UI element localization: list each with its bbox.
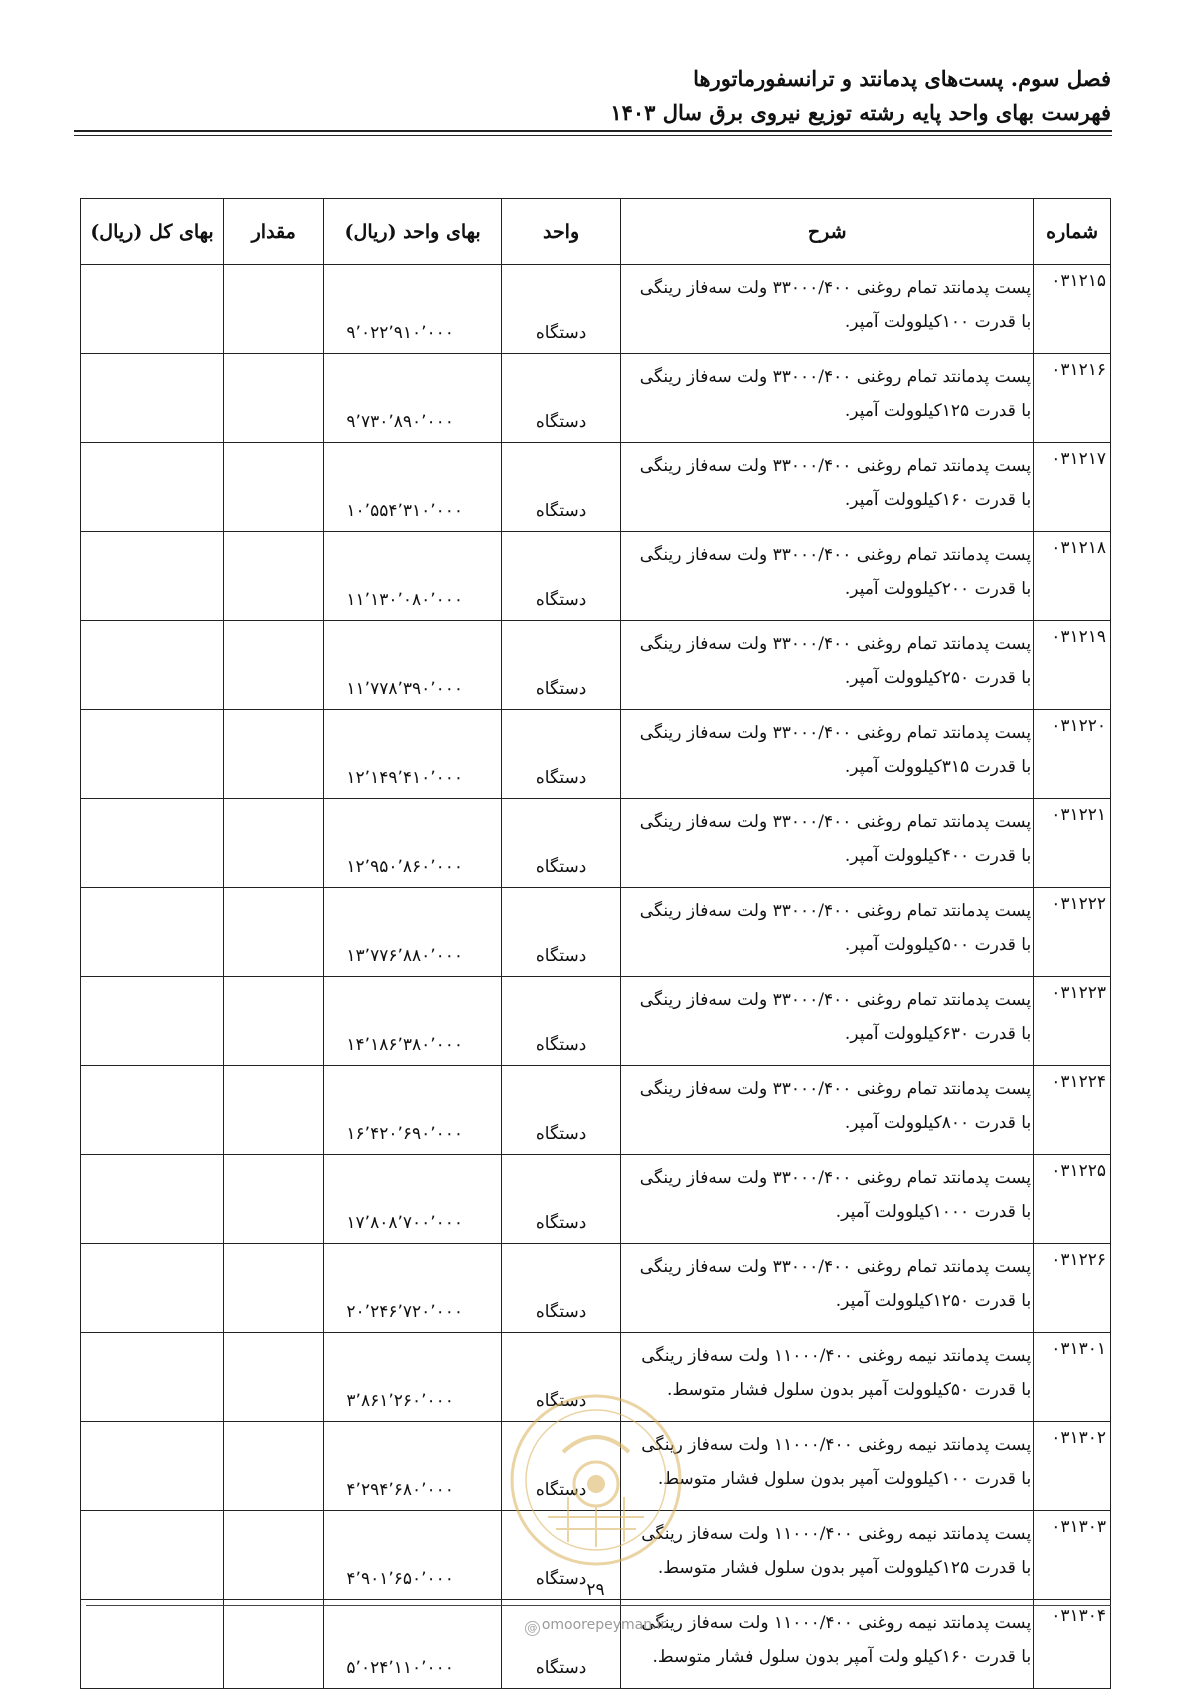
item-total [81,1244,224,1333]
website-text: omoorepeyman.ir [541,1617,667,1633]
item-total [81,799,224,888]
description-line-1: پست پدمانتد نیمه روغنی ۱۱۰۰۰/۴۰۰ ولت سه‌فاز رینگی [641,1346,1032,1366]
item-unit-price: ۳٬۸۶۱٬۲۶۰٬۰۰۰ [324,1333,501,1422]
item-unit-price: ۱۷٬۸۰۸٬۷۰۰٬۰۰۰ [324,1155,501,1244]
header-number: شماره [1034,199,1111,265]
item-unit: دستگاه [501,1155,620,1244]
item-description [621,354,1034,443]
item-quantity [224,710,324,799]
table-row [81,799,1111,888]
description-line-2: با قدرت ۱۲۵کیلوولت آمپر بدون سلول فشار متوسط. [657,1558,1032,1578]
table-row [81,532,1111,621]
item-number: ۰۳۱۲۲۵ [1034,1155,1111,1244]
item-number: ۰۳۱۲۱۹ [1034,621,1111,710]
footer-rule [86,1605,1111,1606]
description-line-2: با قدرت ۲۵۰کیلوولت آمپر. [844,668,1032,688]
item-description [621,799,1034,888]
description-line-1: پست پدمانتد تمام روغنی ۳۳۰۰۰/۴۰۰ ولت سه‌فاز رینگی [639,456,1032,476]
item-unit: دستگاه [501,1422,620,1511]
item-description [621,265,1034,354]
footer-website [0,1617,1191,1636]
page-header [610,62,1111,130]
chapter-title: فصل سوم. پست‌های پدمانتد و ترانسفورماتورها [693,66,1111,91]
item-quantity [224,532,324,621]
item-total [81,532,224,621]
table-header-row [81,199,1111,265]
item-unit-price: ۱۲٬۱۴۹٬۴۱۰٬۰۰۰ [324,710,501,799]
description-line-1: پست پدمانتد تمام روغنی ۳۳۰۰۰/۴۰۰ ولت سه‌فاز رینگی [639,1257,1032,1277]
description-line-2: با قدرت ۱۰۰کیلوولت آمپر بدون سلول فشار متوسط. [657,1469,1032,1489]
description-line-1: پست پدمانتد تمام روغنی ۳۳۰۰۰/۴۰۰ ولت سه‌فاز رینگی [639,1168,1032,1188]
item-description [621,710,1034,799]
item-description [621,1244,1034,1333]
page-number: ۲۹ [586,1580,605,1600]
description-line-1: پست پدمانتد تمام روغنی ۳۳۰۰۰/۴۰۰ ولت سه‌فاز رینگی [639,278,1032,298]
item-unit-price: ۵٬۰۲۴٬۱۱۰٬۰۰۰ [324,1600,501,1689]
item-quantity [224,354,324,443]
description-line-2: با قدرت ۴۰۰کیلوولت آمپر. [844,846,1032,866]
description-line-1: پست پدمانتد تمام روغنی ۳۳۰۰۰/۴۰۰ ولت سه‌فاز رینگی [639,812,1032,832]
item-total [81,1600,224,1689]
item-unit: دستگاه [501,1511,620,1600]
item-unit-price: ۴٬۲۹۴٬۶۸۰٬۰۰۰ [324,1422,501,1511]
description-line-1: پست پدمانتد نیمه روغنی ۱۱۰۰۰/۴۰۰ ولت سه‌فاز رینگی [641,1524,1032,1544]
item-unit-price: ۱۱٬۷۷۸٬۳۹۰٬۰۰۰ [324,621,501,710]
description-line-2: با قدرت ۲۰۰کیلوولت آمپر. [844,579,1032,599]
watermark-seal [508,1392,684,1568]
item-number: ۰۳۱۲۱۶ [1034,354,1111,443]
item-quantity [224,1333,324,1422]
item-description [621,1066,1034,1155]
item-unit: دستگاه [501,1333,620,1422]
header-description: شرح [621,199,1034,265]
item-description [621,443,1034,532]
item-unit: دستگاه [501,799,620,888]
item-unit-price: ۱۲٬۹۵۰٬۸۶۰٬۰۰۰ [324,799,501,888]
item-unit-price: ۲۰٬۲۴۶٬۷۲۰٬۰۰۰ [324,1244,501,1333]
table-row [81,977,1111,1066]
description-line-2: با قدرت ۶۳۰کیلوولت آمپر. [844,1024,1032,1044]
description-line-2: با قدرت ۵۰کیلوولت آمپر بدون سلول فشار متوسط. [667,1380,1032,1400]
header-rule-thin [74,135,1112,136]
header-total: بهای کل (ریال) [81,199,224,265]
description-line-1: پست پدمانتد تمام روغنی ۳۳۰۰۰/۴۰۰ ولت سه‌فاز رینگی [639,723,1032,743]
item-quantity [224,1155,324,1244]
item-number: ۰۳۱۳۰۳ [1034,1511,1111,1600]
header-rule-thick [74,130,1112,132]
table-row [81,1244,1111,1333]
item-description [621,977,1034,1066]
item-description [621,1600,1034,1689]
item-unit: دستگاه [501,1244,620,1333]
item-number: ۰۳۱۲۲۶ [1034,1244,1111,1333]
item-number: ۰۳۱۳۰۴ [1034,1600,1111,1689]
item-unit: دستگاه [501,710,620,799]
description-line-2: با قدرت ۱۰۰۰کیلوولت آمپر. [835,1202,1032,1222]
description-line-1: پست پدمانتد نیمه روغنی ۱۱۰۰۰/۴۰۰ ولت سه‌فاز رینگی [641,1435,1032,1455]
item-unit-price: ۱۴٬۱۸۶٬۳۸۰٬۰۰۰ [324,977,501,1066]
table-row [81,1600,1111,1689]
item-total [81,977,224,1066]
description-line-1: پست پدمانتد تمام روغنی ۳۳۰۰۰/۴۰۰ ولت سه‌فاز رینگی [639,1079,1032,1099]
item-unit: دستگاه [501,621,620,710]
item-unit: دستگاه [501,265,620,354]
item-unit-price: ۹٬۷۳۰٬۸۹۰٬۰۰۰ [324,354,501,443]
item-description [621,1155,1034,1244]
description-line-1: پست پدمانتد تمام روغنی ۳۳۰۰۰/۴۰۰ ولت سه‌فاز رینگی [639,634,1032,654]
table-row [81,265,1111,354]
header-unit-price: بهای واحد (ریال) [324,199,501,265]
description-line-2: با قدرت ۱۰۰کیلوولت آمپر. [844,312,1032,332]
item-quantity [224,443,324,532]
header-quantity: مقدار [224,199,324,265]
table-row [81,710,1111,799]
item-total [81,1155,224,1244]
item-number: ۰۳۱۲۲۳ [1034,977,1111,1066]
item-quantity [224,265,324,354]
description-line-2: با قدرت ۱۲۵کیلوولت آمپر. [844,401,1032,421]
item-number: ۰۳۱۳۰۲ [1034,1422,1111,1511]
item-quantity [224,1244,324,1333]
item-total [81,888,224,977]
description-line-1: پست پدمانتد نیمه روغنی ۱۱۰۰۰/۴۰۰ ولت سه‌فاز رینگی [641,1613,1032,1633]
item-total [81,354,224,443]
item-number: ۰۳۱۲۲۱ [1034,799,1111,888]
item-unit: دستگاه [501,977,620,1066]
header-unit: واحد [501,199,620,265]
item-total [81,1066,224,1155]
item-unit-price: ۱۰٬۵۵۴٬۳۱۰٬۰۰۰ [324,443,501,532]
table-row [81,888,1111,977]
item-unit: دستگاه [501,888,620,977]
table-row [81,1066,1111,1155]
item-total [81,1422,224,1511]
table-row [81,354,1111,443]
item-number: ۰۳۱۲۲۲ [1034,888,1111,977]
description-line-2: با قدرت ۱۶۰کیلوولت آمپر. [844,490,1032,510]
item-unit-price: ۱۶٬۴۲۰٬۶۹۰٬۰۰۰ [324,1066,501,1155]
description-line-2: با قدرت ۱۶۰کیلو ولت آمپر بدون سلول فشار متوسط. [652,1647,1032,1667]
item-total [81,443,224,532]
item-unit-price: ۱۱٬۱۳۰٬۰۸۰٬۰۰۰ [324,532,501,621]
item-unit-price: ۱۳٬۷۷۶٬۸۸۰٬۰۰۰ [324,888,501,977]
item-description [621,532,1034,621]
description-line-1: پست پدمانتد تمام روغنی ۳۳۰۰۰/۴۰۰ ولت سه‌فاز رینگی [639,990,1032,1010]
item-number: ۰۳۱۲۱۷ [1034,443,1111,532]
item-unit: دستگاه [501,443,620,532]
item-number: ۰۳۱۳۰۱ [1034,1333,1111,1422]
item-quantity [224,1066,324,1155]
description-line-2: با قدرت ۳۱۵کیلوولت آمپر. [844,757,1032,777]
item-description [621,621,1034,710]
item-quantity [224,977,324,1066]
item-total [81,1333,224,1422]
item-total [81,710,224,799]
document-subtitle: فهرست بهای واحد پایه رشته توزیع نیروی برق سال ۱۴۰۳ [610,100,1111,125]
item-quantity [224,621,324,710]
description-line-1: پست پدمانتد تمام روغنی ۳۳۰۰۰/۴۰۰ ولت سه‌فاز رینگی [639,545,1032,565]
item-number: ۰۳۱۲۱۵ [1034,265,1111,354]
table-row [81,1155,1111,1244]
item-quantity [224,1422,324,1511]
item-description [621,888,1034,977]
item-quantity [224,1600,324,1689]
item-unit: دستگاه [501,1600,620,1689]
item-unit: دستگاه [501,354,620,443]
description-line-1: پست پدمانتد تمام روغنی ۳۳۰۰۰/۴۰۰ ولت سه‌فاز رینگی [639,901,1032,921]
item-number: ۰۳۱۲۲۴ [1034,1066,1111,1155]
item-unit-price: ۴٬۹۰۱٬۶۵۰٬۰۰۰ [324,1511,501,1600]
table-row [81,621,1111,710]
description-line-1: پست پدمانتد تمام روغنی ۳۳۰۰۰/۴۰۰ ولت سه‌فاز رینگی [639,367,1032,387]
item-unit-price: ۹٬۰۲۲٬۹۱۰٬۰۰۰ [324,265,501,354]
item-quantity [224,888,324,977]
at-icon: @ [525,1621,540,1636]
item-number: ۰۳۱۲۲۰ [1034,710,1111,799]
item-unit: دستگاه [501,532,620,621]
item-total [81,621,224,710]
item-total [81,265,224,354]
description-line-2: با قدرت ۵۰۰کیلوولت آمپر. [844,935,1032,955]
description-line-2: با قدرت ۱۲۵۰کیلوولت آمپر. [835,1291,1032,1311]
description-line-2: با قدرت ۸۰۰کیلوولت آمپر. [844,1113,1032,1133]
item-number: ۰۳۱۲۱۸ [1034,532,1111,621]
table-row [81,443,1111,532]
item-quantity [224,799,324,888]
item-unit: دستگاه [501,1066,620,1155]
